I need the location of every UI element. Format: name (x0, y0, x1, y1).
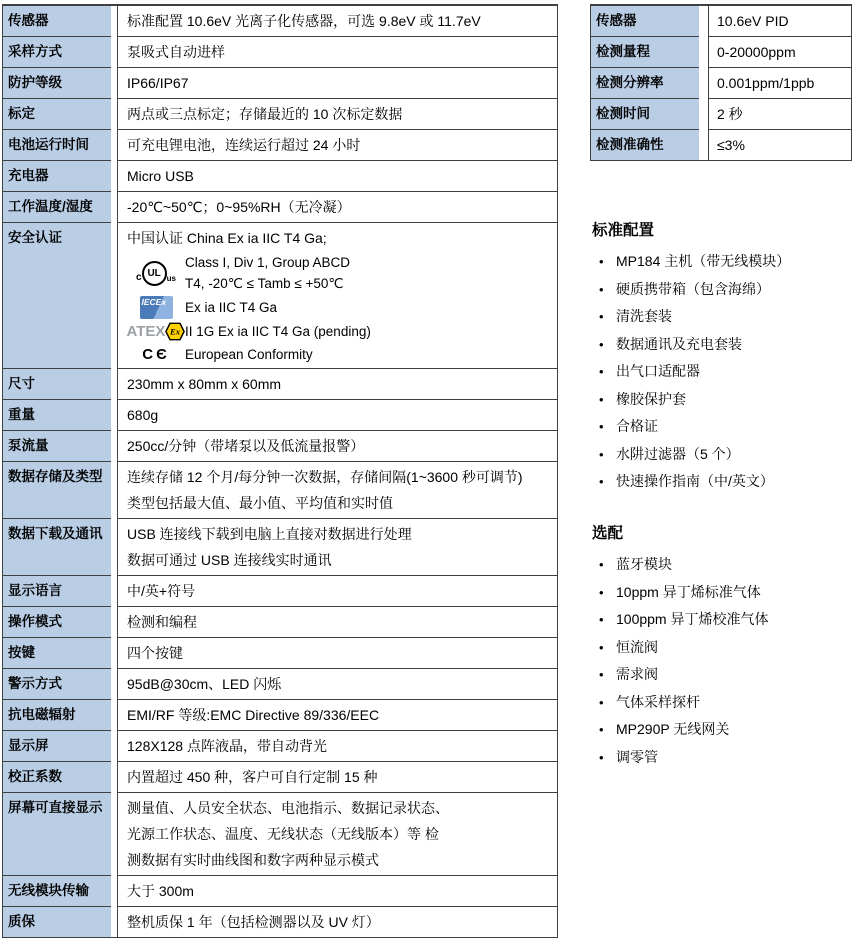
spec-value-cell (117, 700, 557, 731)
spec-label-cell (3, 731, 111, 762)
spec-label-cell (591, 99, 699, 130)
cert-intro-text: 中国认证 China Ex ia IIC T4 Ga; (127, 230, 327, 246)
bullet-icon: • (599, 391, 604, 407)
spec-value-line: 250cc/分钟（带堵泵以及低流量报警） (127, 438, 365, 454)
list-item (590, 579, 854, 606)
spec-value-line: 数据可通过 USB 连接线实时通讯 (127, 552, 332, 568)
spec-label-cell (3, 130, 111, 161)
spec-label: 警示方式 (8, 676, 62, 691)
spec-value-line: EMI/RF 等级:EMC Directive 89/336/EEC (127, 707, 380, 723)
standard-config-list (590, 248, 854, 495)
list-item (590, 716, 854, 743)
list-item-text: 蓝牙模块 (616, 556, 672, 572)
bullet-icon: • (599, 419, 604, 434)
spec-value-cell (117, 369, 557, 400)
list-item-text: 需求阀 (616, 666, 658, 682)
spec-value-cell (117, 37, 557, 68)
spec-row (3, 907, 557, 937)
spec-value-cell (117, 99, 557, 130)
list-item (590, 413, 854, 440)
list-item (590, 606, 854, 633)
bullet-icon: • (599, 639, 604, 655)
cert-logo-cell (127, 296, 185, 319)
spec-value-line: -20℃~50℃；0~95%RH（无冷凝） (127, 199, 351, 215)
spec-value-cell (117, 762, 557, 793)
spec-value-line: 大于 300m (127, 883, 194, 899)
spec-value-line: 整机质保 1 年（包括检测器以及 UV 灯） (127, 914, 380, 930)
spec-value-cell (117, 731, 557, 762)
cell-gap (699, 6, 708, 37)
spec-label: 数据存储及类型 (8, 469, 103, 484)
spec-label: 质保 (8, 914, 35, 929)
list-item (590, 468, 854, 495)
spec-row (3, 793, 557, 876)
list-item (590, 386, 854, 413)
cell-gap (699, 99, 708, 130)
spec-value-cell (117, 130, 557, 161)
spec-row (3, 192, 557, 223)
spec-value-line: 内置超过 450 种，客户可自行定制 15 种 (127, 769, 378, 785)
spec-row (3, 99, 557, 130)
optional-title: 选配 (592, 525, 624, 542)
standard-config-title: 标准配置 (592, 222, 655, 239)
list-item-text: 恒流阀 (616, 638, 658, 655)
list-item-text: 清洗套装 (616, 308, 672, 324)
spec-row (3, 161, 557, 192)
cert-logo-cell (127, 261, 185, 286)
spec-row (591, 6, 851, 37)
spec-label-cell (3, 576, 111, 607)
bullet-icon: • (599, 749, 604, 765)
spec-label-cell (3, 99, 111, 130)
bullet-icon: • (599, 557, 604, 572)
list-item-text: 合格证 (616, 418, 658, 434)
spec-value-line: 四个按键 (127, 645, 183, 661)
spec-value-line: 128X128 点阵液晶，带自动背光 (127, 738, 327, 754)
spec-value-cell (117, 907, 557, 937)
spec-value-cell (117, 223, 557, 369)
list-item-text: 硬质携带箱（包含海绵） (616, 280, 770, 297)
spec-label-cell (3, 762, 111, 793)
list-item (590, 551, 854, 578)
spec-label-cell (3, 68, 111, 99)
optional-section (590, 524, 854, 771)
list-item (590, 303, 854, 330)
list-item-text: 气体采样探杆 (616, 693, 700, 710)
bullet-icon: • (599, 584, 604, 600)
spec-label-cell (3, 37, 111, 68)
spec-value-cell (117, 462, 557, 519)
spec-value-line: 光源工作状态、温度、无线状态（无线版本）等 检 (127, 826, 439, 842)
sensor-spec-table (590, 4, 852, 161)
spec-label: 操作模式 (8, 614, 62, 629)
spec-label: 屏幕可直接显示 (8, 800, 103, 815)
spec-value-line: 0.001ppm/1ppb (717, 75, 815, 91)
spec-value-cell (117, 161, 557, 192)
list-item-text: MP290P 无线网关 (616, 721, 730, 737)
ul-logo (136, 261, 176, 286)
spec-value-cell (117, 607, 557, 638)
bullet-icon: • (599, 309, 604, 324)
cert-line: Class I, Div 1, Group ABCD (185, 255, 351, 270)
atex-logo-text: ATEX (126, 322, 166, 340)
cert-entry-lines (185, 321, 551, 342)
bullet-icon: • (599, 694, 604, 710)
spec-label: 检测准确性 (596, 137, 664, 152)
list-item (590, 358, 854, 385)
cert-entry (127, 321, 551, 342)
list-item-text: 橡胶保护套 (616, 390, 686, 407)
spec-label-cell (3, 192, 111, 223)
spec-label-cell (3, 6, 111, 37)
spec-label: 泵流量 (8, 438, 49, 453)
cert-entry (127, 252, 551, 294)
spec-value-line: 中/英+符号 (127, 583, 196, 599)
spec-value-line: 0-20000ppm (717, 44, 796, 60)
spec-row (3, 223, 557, 369)
spec-label: 传感器 (596, 13, 637, 28)
bullet-icon: • (599, 281, 604, 297)
list-item-text: MP184 主机（带无线模块） (616, 253, 791, 269)
list-item (590, 441, 854, 468)
cert-logo-cell (127, 322, 185, 341)
standard-config-section (590, 221, 854, 495)
spec-row (3, 369, 557, 400)
spec-label-cell (3, 369, 111, 400)
cell-gap (699, 37, 708, 68)
spec-label-cell (591, 130, 699, 160)
spec-row (3, 519, 557, 576)
spec-label-cell (3, 669, 111, 700)
cert-entry-lines (185, 297, 551, 318)
spec-label-cell (3, 431, 111, 462)
spec-value-cell (117, 519, 557, 576)
spec-row (591, 37, 851, 68)
list-item-text: 10ppm 异丁烯标准气体 (616, 583, 761, 600)
bullet-icon: • (599, 667, 604, 682)
spec-label: 尺寸 (8, 376, 35, 391)
spec-label: 检测时间 (596, 106, 650, 121)
cell-gap (699, 130, 708, 160)
cert-entry-lines (185, 252, 551, 294)
cert-line: T4, -20℃ ≤ Tamb ≤ +50℃ (185, 276, 344, 291)
spec-label-cell (3, 607, 111, 638)
spec-label: 显示屏 (8, 738, 49, 753)
bullet-icon: • (599, 364, 604, 379)
bullet-icon: • (599, 612, 604, 627)
ul-logo-c-label: c (136, 271, 142, 283)
spec-value-line: ≤3% (717, 137, 745, 153)
right-column (590, 4, 854, 771)
spec-row (591, 130, 851, 160)
spec-row (3, 431, 557, 462)
list-item-text: 数据通讯及充电套装 (616, 335, 742, 352)
spec-value-cell (117, 638, 557, 669)
spec-label-cell (591, 68, 699, 99)
spec-value-line: 两点或三点标定；存储最近的 10 次标定数据 (127, 106, 403, 122)
bullet-icon: • (599, 474, 604, 489)
spec-row (3, 638, 557, 669)
cert-entry (127, 344, 551, 365)
spec-value-cell (708, 6, 851, 37)
spec-label: 工作温度/湿度 (8, 199, 93, 214)
ul-logo-mark: UL (142, 261, 167, 286)
spec-label: 重量 (8, 407, 35, 422)
list-item-text: 调零管 (616, 748, 658, 765)
spec-value-line: Micro USB (127, 168, 194, 184)
spec-label: 检测分辨率 (596, 75, 664, 90)
spec-label-cell (3, 462, 111, 519)
spec-row (3, 576, 557, 607)
spec-label: 安全认证 (8, 230, 62, 245)
cert-line: II 1G Ex ia IIC T4 Ga (pending) (185, 324, 371, 339)
spec-label-cell (3, 400, 111, 431)
spec-value-line: 测数据有实时曲线图和数字两种显示模式 (127, 852, 379, 868)
spec-label: 无线模块传输 (8, 883, 89, 898)
spec-label: 按键 (8, 645, 35, 660)
cell-gap (699, 68, 708, 99)
list-item (590, 634, 854, 661)
spec-value-cell (708, 99, 851, 130)
spec-label: 标定 (8, 106, 35, 121)
spec-label: 数据下载及通讯 (8, 526, 103, 541)
spec-label-cell (591, 37, 699, 68)
spec-value-cell (117, 400, 557, 431)
list-item-text: 100ppm 异丁烯校准气体 (616, 611, 769, 627)
spec-value-line: 标准配置 10.6eV 光离子化传感器，可选 9.8eV 或 11.7eV (127, 13, 481, 29)
spec-value-cell (708, 37, 851, 68)
spec-value-line: 可充电锂电池，连续运行超过 24 小时 (127, 137, 361, 153)
spec-row (3, 37, 557, 68)
list-item (590, 248, 854, 275)
atex-logo (127, 322, 186, 341)
spec-label-cell (3, 161, 111, 192)
spec-label: 采样方式 (8, 44, 62, 59)
spec-label: 传感器 (8, 13, 49, 28)
optional-list (590, 551, 854, 771)
ul-logo-us-label: us (166, 273, 176, 283)
spec-row (3, 462, 557, 519)
spec-row (591, 99, 851, 130)
spec-value-line: USB 连接线下载到电脑上直接对数据进行处理 (127, 526, 412, 542)
spec-row (3, 669, 557, 700)
spec-value-line: 类型包括最大值、最小值、平均值和实时值 (127, 495, 393, 511)
spec-label-cell (3, 907, 111, 937)
ce-logo: CЄ (142, 346, 170, 363)
spec-label-cell (3, 793, 111, 876)
spec-value-line: 2 秒 (717, 106, 743, 122)
bullet-icon: • (599, 336, 604, 352)
spec-value-line: 95dB@30cm、LED 闪烁 (127, 676, 282, 692)
spec-row (591, 68, 851, 99)
spec-label: 充电器 (8, 168, 49, 183)
spec-value-line: 泵吸式自动进样 (127, 44, 225, 60)
spec-label-cell (3, 519, 111, 576)
spec-value-line: 检测和编程 (127, 614, 197, 630)
spec-row (3, 68, 557, 99)
cert-entry (127, 296, 551, 319)
spec-value-cell (117, 192, 557, 223)
bullet-icon: • (599, 446, 604, 462)
spec-value-line: 10.6eV PID (717, 13, 789, 29)
svg-text:Ex: Ex (170, 326, 181, 337)
spec-label: 电池运行时间 (8, 137, 89, 152)
spec-value-line: 测量值、人员安全状态、电池指示、数据记录状态、 (127, 800, 449, 816)
spec-value-cell (117, 793, 557, 876)
list-item-text: 出气口适配器 (616, 363, 700, 379)
list-item (590, 331, 854, 358)
bullet-icon: • (599, 254, 604, 269)
spec-row (3, 731, 557, 762)
cert-line: Ex ia IIC T4 Ga (185, 300, 278, 315)
spec-value-line: 连续存储 12 个月/每分钟一次数据，存储间隔(1~3600 秒可调节) (127, 469, 523, 485)
spec-label-cell (3, 876, 111, 907)
list-item (590, 276, 854, 303)
spec-label: 防护等级 (8, 75, 62, 90)
spec-row (3, 607, 557, 638)
spec-value-cell (117, 669, 557, 700)
list-item (590, 689, 854, 716)
spec-row (3, 700, 557, 731)
iecex-logo: IECEx (140, 296, 173, 319)
list-item (590, 744, 854, 771)
spec-value-line: IP66/IP67 (127, 75, 189, 91)
atex-ex-hexagon-icon (165, 322, 185, 341)
spec-value-cell (117, 6, 557, 37)
spec-value-cell (117, 68, 557, 99)
spec-value-cell (708, 130, 851, 160)
spec-label-cell (3, 223, 111, 369)
main-spec-table (2, 4, 558, 938)
cert-line: European Conformity (185, 347, 313, 362)
cert-logo-cell (127, 346, 185, 363)
spec-label: 抗电磁辐射 (8, 707, 76, 722)
spec-value-cell (117, 431, 557, 462)
spec-label-cell (3, 638, 111, 669)
list-item-text: 快速操作指南（中/英文） (616, 473, 774, 489)
spec-value-cell (117, 876, 557, 907)
spec-value-line: 230mm x 80mm x 60mm (127, 376, 282, 392)
cert-entry-lines (185, 344, 551, 365)
bullet-icon: • (599, 722, 604, 737)
spec-value-cell (708, 68, 851, 99)
spec-value-line: 680g (127, 407, 159, 423)
spec-row (3, 400, 557, 431)
spec-row (3, 6, 557, 37)
spec-row (3, 130, 557, 161)
spec-label: 显示语言 (8, 583, 62, 598)
spec-label-cell (3, 700, 111, 731)
list-item (590, 661, 854, 688)
spec-label: 校正系数 (8, 769, 62, 784)
spec-value-cell (117, 576, 557, 607)
spec-label-cell (591, 6, 699, 37)
spec-row (3, 876, 557, 907)
spec-label: 检测量程 (596, 44, 650, 59)
spec-row (3, 762, 557, 793)
list-item-text: 水阱过滤器（5 个） (616, 445, 740, 462)
